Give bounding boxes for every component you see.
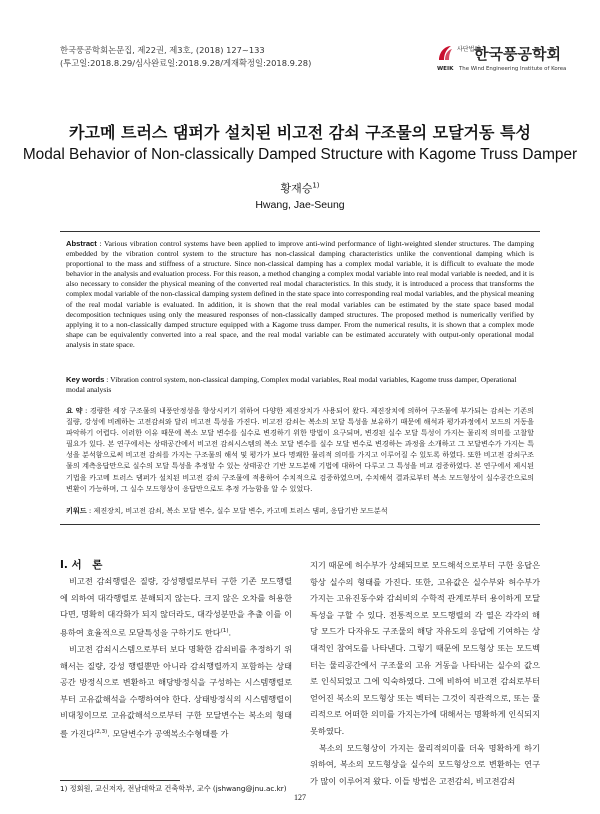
footnote: 1) 정회원, 교신저자, 전남대학교 건축학부, 교수 (jshwang@jnu.ac.kr) xyxy=(60,784,287,793)
paragraph: 지기 때문에 허수부가 상쇄되므로 모드해석으로부터 구한 응답은 항상 실수의 형태를 가진다. 또한, 고유값은 실수부와 허수부가 가지는 고유진동수와 감쇠비의 수학적 관계로부터 용이하게 모달특성을 구할 수 있다. 전통적으로 모드행렬의 각 열은 각각의 해당 모드가 다자유도 구조물의 해당 자유도의 응답에 기여하는 상대적인 참여도를 나타낸다. 그렇기 때문에 모드형상 또는 모드벡터는 물리공간에서 구조물의 고유 거동을 나타내는 실수의 값으로 인식되었고 그에 익숙하였다. 그에 비하여 비고전 감쇠로부터 얻어진 복소의 모드형상 또는 벡터는 그것이 직관적으로, 또는 물리적으로 어떠한 의미를 가지는가에 대해서는 명확하게 인식되지 못하였다. xyxy=(310,560,540,736)
english-abstract xyxy=(66,239,534,350)
journal-citation: 한국풍공학회논문집, 제22권, 제3호, (2018) 127~133 xyxy=(60,45,265,55)
korean-abstract-text: : 경량한 세장 구조물의 내풍안정성을 향상시키기 위하여 다양한 제진장치가 사용되어 왔다. 제진장치에 의하여 구조물에 부가되는 감쇠는 기존의 질량, 강성에 비례하는 고전감쇠와 달리 비고전 특성을 가진다. 비고전 감쇠는 복소의 모달 특성을 보유하기 때문에 해석과 평가과정에서 모드의 거동을 파악하기 어렵다. 이러한 이유 때문에 복소 모달 변수를 실수로 변경하기 위한 방법이 요구되며, 변경된 실수 모달 특성이 가지는 물리적 의미를 고찰할 필요가 있다. 본 연구에서는 상태공간에서 비고전 감쇠시스템의 복소 모달 변수를 실수 모달 변수로 변경하는 과정을 소개하고 그 모달변수가 가지는 특성을 분석함으로써 비고전 감쇠를 가지는 구조물의 해석 및 평가가 보다 명쾌한 물리적 의미를 가지고 이루어질 수 있도록 하였다. 또한 비고전 감쇠구조물의 계측응답만으로 실수의 모달 특성을 추정할 수 있는 상태공간 기반 모드분해 기법에 대하여 다루고 그 특성을 비교 검증하였다. 본 연구에서 제시된 기법을 카고메 트러스 댐퍼가 설치된 비고전 감쇠 구조물에 적용하여 수치적으로 검증하였으며, 수치해석 결과로부터 복소 모드형상이 실수공간으로의 변환이 가능하며, 그 실수 모드형상이 응답만으로도 추정 가능함을 알 수 있었다. xyxy=(66,406,534,493)
society-corporate: 사단법인 xyxy=(457,46,481,53)
korean-keywords xyxy=(66,506,534,516)
footnote-rule xyxy=(60,780,180,781)
body-column-right xyxy=(310,557,540,789)
korean-abstract xyxy=(66,405,534,494)
abstract-bottom-rule xyxy=(60,524,540,525)
abstract-label: Abstract xyxy=(66,239,97,248)
body-column-left xyxy=(60,573,292,742)
korean-title: 카고메 트러스 댐퍼가 설치된 비고전 감쇠 구조물의 모달거동 특성 xyxy=(69,123,531,142)
korean-keywords-text: : 제진장치, 비고전 감쇠, 복소 모달 변수, 실수 모달 변수, 카고메 트러스 댐퍼, 응답기반 모드분석 xyxy=(86,506,388,515)
society-name: 한국풍공학회 xyxy=(474,45,561,63)
journal-dates: (투고일:2018.8.29/심사완료일:2018.9.28/게재확정일:2018.9.28) xyxy=(60,58,312,68)
paragraph: 비고전 감쇠행렬은 질량, 강성행렬로부터 구한 기존 모드행렬에 의하여 대각행렬로 분해되지 않는다. 크지 않은 오차를 허용한다면, 명확히 대각화가 되지 않더라도, 대각성분만을 추출 이를 이용하여 효율적으로 모달특성을 구하기도 한다$^{(1)}$. xyxy=(60,576,292,638)
paragraph: 비고전 감쇠시스템으로부터 보다 명확한 감쇠비를 추정하기 위해서는 질량, 강성 행렬뿐만 아니라 감쇠행렬까지 포함하는 상태공간 방정식으로 변환하고 해당방정식을 구성하는 시스템행렬로부터 고유값해석을 수행하여야 한다. 상태방정식의 시스템행렬이 비대칭이므로 고유값해석으로부터 구한 모달변수는 복소의 형태를 가진다$^{(2,3)}$. 모달변수가 공액복소수형태를 가 xyxy=(60,644,292,739)
abstract-top-rule xyxy=(60,231,540,232)
english-author: Hwang, Jae-Seung xyxy=(255,199,345,211)
society-emblem-icon xyxy=(437,44,453,62)
abstract-text: : Various vibration control systems have been applied to improve anti-wind performance of light-weighted slender structures. The damping embedded by the vibration control system to the structure has non-classical damping characteristics unlike the conventional damping which is proportional to the mass and stiffness of a structure. Since non-classical damping has a complex modal variable, it is difficult to evaluate the mode behavior in the analysis and evaluation process. For this reason, a method changing a complex modal variable into real modal variable is needed, and it is also necessary to consider the physical meaning of the converted real modal characteristics. In this study, it is introduced a process that transforms the complex modal variable of the non-classical damping system defined in the state space into corresponding real modal variables, and the physical meaning of the real modal variable is evaluated. In addition, it is shown that the real modal variables can be estimated by the state space based modal decomposition techniques using only the measured responses of non-classically damped structures. The proposed method is numerically verified by applying it to a non-classically damped structure equipped with a Kagome truss damper. From the numerical results, it is shown that a complex mode shape can be equivalently converted into a real space, and the real modal variable can be estimated accurately with output-only operational modal analysis in state space. xyxy=(66,239,534,349)
society-logo xyxy=(437,44,567,78)
keywords-text: : Vibration control system, non-classical damping, Complex modal variables, Real modal variables, Kagome truss damper, Operational modal analysis xyxy=(66,375,517,395)
page-number: 127 xyxy=(294,793,306,802)
korean-author: 황재승$^{1)}$ xyxy=(280,181,320,195)
english-title: Modal Behavior of Non-classically Damped Structure with Kagome Truss Damper xyxy=(22,146,578,163)
english-keywords xyxy=(66,375,534,395)
section-heading: I. 서 론 xyxy=(60,559,103,571)
society-abbr: WEIK xyxy=(437,66,454,72)
keywords-label: Key words xyxy=(66,375,105,384)
paragraph: 복소의 모드형상이 가지는 물리적의미를 더욱 명확하게 하기 위하여, 복소의 모드형상을 실수의 모드형상으로 변환하는 연구가 많이 이루어져 왔다. 이들 방법은 고전감쇠, 비고전감쇠 xyxy=(310,742,540,786)
society-english-name: The Wind Engineering Institute of Korea xyxy=(459,66,567,72)
journal-header xyxy=(60,44,311,70)
korean-abstract-label: 요 약 xyxy=(66,406,83,415)
korean-keywords-label: 키워드 xyxy=(66,506,87,515)
